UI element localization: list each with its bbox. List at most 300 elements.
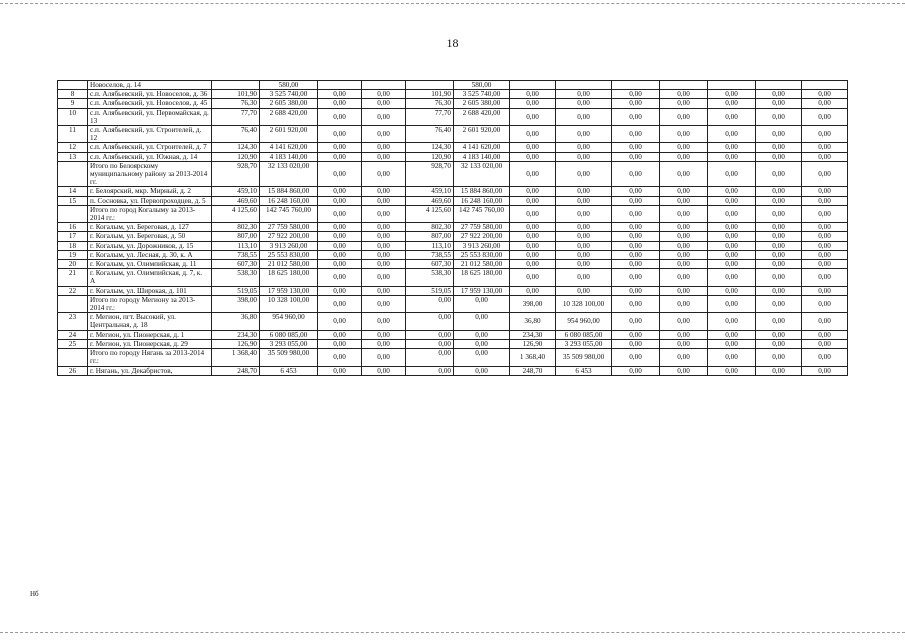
value-cell: 4 141 620,00: [454, 143, 510, 152]
table-row: [58, 232, 848, 241]
address-cell: г. Когалым, ул. Олимпийская, д. 7, к. А: [88, 269, 212, 286]
value-cell: 0,00: [556, 161, 612, 187]
value-cell: 0,00: [756, 108, 802, 125]
value-cell: 3 913 260,00: [454, 241, 510, 250]
value-cell: 0,00: [454, 339, 510, 348]
value-cell: 0,00: [362, 152, 406, 161]
cost-cell: 21 012 580,00: [260, 260, 318, 269]
value-cell: 0,00: [318, 349, 362, 366]
housing-table: [57, 80, 848, 376]
value-cell: 0,00: [660, 99, 708, 108]
row-number: 10: [58, 108, 88, 125]
area-cell: 76,30: [212, 99, 260, 108]
value-cell: 0,00: [802, 295, 848, 312]
area-cell: 126,90: [212, 339, 260, 348]
value-cell: 27 759 580,00: [454, 223, 510, 232]
row-number: 21: [58, 269, 88, 286]
value-cell: 0,00: [708, 126, 756, 143]
value-cell: 0,00: [708, 339, 756, 348]
row-number: 26: [58, 366, 88, 375]
value-cell: 0,00: [362, 99, 406, 108]
address-cell: Итого по городу Мегиону за 2013-2014 гг.:: [88, 295, 212, 312]
value-cell: [510, 81, 556, 90]
row-number: 14: [58, 187, 88, 196]
value-cell: 0,00: [362, 143, 406, 152]
cost-cell: 3 525 740,00: [260, 90, 318, 99]
area-cell: 538,30: [212, 269, 260, 286]
area-cell: 248,70: [212, 366, 260, 375]
value-cell: 0,00: [406, 349, 454, 366]
value-cell: 234,30: [510, 330, 556, 339]
value-cell: 0,00: [756, 313, 802, 330]
page-number: 18: [446, 36, 459, 50]
address-cell: г. Нягань, ул. Декабристов,: [88, 366, 212, 375]
table-row: [58, 223, 848, 232]
address-cell: Итого по городу Нягань за 2013-2014 гг.:: [88, 349, 212, 366]
value-cell: 0,00: [510, 90, 556, 99]
value-cell: 0,00: [612, 205, 660, 222]
value-cell: [362, 81, 406, 90]
value-cell: 0,00: [612, 143, 660, 152]
value-cell: 0,00: [556, 250, 612, 259]
value-cell: 0,00: [556, 241, 612, 250]
value-cell: 0,00: [756, 295, 802, 312]
value-cell: 4 125,60: [406, 205, 454, 222]
value-cell: 36,80: [510, 313, 556, 330]
value-cell: 0,00: [708, 286, 756, 295]
area-cell: 101,90: [212, 90, 260, 99]
value-cell: 0,00: [406, 313, 454, 330]
value-cell: 0,00: [510, 161, 556, 187]
value-cell: 0,00: [708, 161, 756, 187]
cost-cell: 6 453: [260, 366, 318, 375]
value-cell: 0,00: [708, 196, 756, 205]
value-cell: 0,00: [510, 126, 556, 143]
value-cell: 0,00: [556, 126, 612, 143]
row-number: [58, 161, 88, 187]
cost-cell: 3 293 055,00: [260, 339, 318, 348]
cost-cell: 16 248 160,00: [260, 196, 318, 205]
value-cell: 0,00: [660, 90, 708, 99]
value-cell: 0,00: [318, 90, 362, 99]
value-cell: 0,00: [510, 260, 556, 269]
value-cell: 0,00: [318, 161, 362, 187]
value-cell: 0,00: [362, 330, 406, 339]
table-row: [58, 250, 848, 259]
value-cell: 0,00: [362, 108, 406, 125]
cost-cell: 35 509 980,00: [260, 349, 318, 366]
value-cell: 0,00: [802, 187, 848, 196]
value-cell: 0,00: [802, 269, 848, 286]
area-cell: 77,70: [212, 108, 260, 125]
value-cell: 738,55: [406, 250, 454, 259]
value-cell: 0,00: [756, 161, 802, 187]
address-cell: п. Сосновка, ул. Первопроходцев, д. 5: [88, 196, 212, 205]
value-cell: 0,00: [318, 205, 362, 222]
value-cell: 0,00: [708, 152, 756, 161]
value-cell: 0,00: [510, 241, 556, 250]
area-cell: 607,30: [212, 260, 260, 269]
cost-cell: 2 601 920,00: [260, 126, 318, 143]
table-row: [58, 99, 848, 108]
value-cell: 0,00: [454, 330, 510, 339]
value-cell: 0,00: [660, 269, 708, 286]
value-cell: 0,00: [660, 295, 708, 312]
value-cell: 0,00: [556, 108, 612, 125]
area-cell: 76,40: [212, 126, 260, 143]
cost-cell: 10 328 100,00: [260, 295, 318, 312]
value-cell: 0,00: [708, 349, 756, 366]
value-cell: [318, 81, 362, 90]
value-cell: 25 553 830,00: [454, 250, 510, 259]
value-cell: [708, 81, 756, 90]
value-cell: 0,00: [756, 250, 802, 259]
value-cell: 0,00: [362, 223, 406, 232]
value-cell: 0,00: [802, 143, 848, 152]
value-cell: 954 960,00: [556, 313, 612, 330]
value-cell: 0,00: [318, 313, 362, 330]
address-cell: г. Когалым, ул. Береговая, д. 50: [88, 232, 212, 241]
value-cell: 0,00: [612, 295, 660, 312]
value-cell: 0,00: [612, 313, 660, 330]
area-cell: 4 125,60: [212, 205, 260, 222]
row-number: 11: [58, 126, 88, 143]
value-cell: [406, 81, 454, 90]
value-cell: 0,00: [362, 339, 406, 348]
value-cell: 0,00: [612, 152, 660, 161]
address-cell: с.п. Алябьевский, ул. Новоселов, д. 45: [88, 99, 212, 108]
value-cell: 0,00: [406, 295, 454, 312]
value-cell: [802, 81, 848, 90]
table-row: [58, 269, 848, 286]
value-cell: 0,00: [556, 260, 612, 269]
table-row: [58, 196, 848, 205]
value-cell: 0,00: [660, 187, 708, 196]
row-number: 23: [58, 313, 88, 330]
value-cell: 142 745 760,00: [454, 205, 510, 222]
value-cell: 76,40: [406, 126, 454, 143]
value-cell: 0,00: [708, 241, 756, 250]
value-cell: 0,00: [318, 143, 362, 152]
address-cell: с.п. Алябьевский, ул. Новоселов, д. 36: [88, 90, 212, 99]
value-cell: 0,00: [756, 187, 802, 196]
value-cell: 0,00: [756, 143, 802, 152]
value-cell: 0,00: [510, 232, 556, 241]
row-number: 22: [58, 286, 88, 295]
value-cell: 0,00: [556, 286, 612, 295]
value-cell: 0,00: [756, 241, 802, 250]
value-cell: 0,00: [660, 349, 708, 366]
address-cell: Итого по город Когалыму за 2013-2014 гг.:: [88, 205, 212, 222]
table-row: [58, 366, 848, 375]
value-cell: 0,00: [510, 250, 556, 259]
cost-cell: 3 913 260,00: [260, 241, 318, 250]
cost-cell: 15 884 860,00: [260, 187, 318, 196]
value-cell: 0,00: [454, 366, 510, 375]
area-cell: 738,55: [212, 250, 260, 259]
value-cell: 0,00: [454, 313, 510, 330]
value-cell: 0,00: [802, 349, 848, 366]
row-number: 9: [58, 99, 88, 108]
value-cell: 0,00: [708, 99, 756, 108]
address-cell: г. Когалым, ул. Широкая, д. 101: [88, 286, 212, 295]
value-cell: 0,00: [556, 232, 612, 241]
value-cell: 0,00: [454, 349, 510, 366]
value-cell: 519,05: [406, 286, 454, 295]
area-cell: 1 368,40: [212, 349, 260, 366]
value-cell: 0,00: [612, 269, 660, 286]
value-cell: 469,60: [406, 196, 454, 205]
value-cell: 0,00: [318, 295, 362, 312]
value-cell: 0,00: [756, 286, 802, 295]
address-cell: с.п. Алябьевский, ул. Южная, д. 14: [88, 152, 212, 161]
value-cell: 0,00: [318, 223, 362, 232]
value-cell: 10 328 100,00: [556, 295, 612, 312]
value-cell: 0,00: [556, 269, 612, 286]
value-cell: 0,00: [802, 152, 848, 161]
value-cell: 0,00: [756, 196, 802, 205]
value-cell: 0,00: [362, 366, 406, 375]
row-number: 15: [58, 196, 88, 205]
row-number: 16: [58, 223, 88, 232]
value-cell: 0,00: [510, 269, 556, 286]
value-cell: 0,00: [362, 126, 406, 143]
value-cell: 0,00: [612, 260, 660, 269]
value-cell: 0,00: [612, 366, 660, 375]
value-cell: 76,30: [406, 99, 454, 108]
table-row: [58, 241, 848, 250]
value-cell: 0,00: [756, 366, 802, 375]
value-cell: 0,00: [708, 143, 756, 152]
cost-cell: 2 605 380,00: [260, 99, 318, 108]
value-cell: 0,00: [708, 295, 756, 312]
cost-cell: 18 625 180,00: [260, 269, 318, 286]
value-cell: 0,00: [612, 349, 660, 366]
table-row: [58, 260, 848, 269]
area-cell: 802,30: [212, 223, 260, 232]
value-cell: 0,00: [802, 330, 848, 339]
value-cell: 0,00: [802, 161, 848, 187]
area-cell: 928,70: [212, 161, 260, 187]
value-cell: 0,00: [612, 99, 660, 108]
value-cell: 0,00: [756, 99, 802, 108]
table-row: [58, 126, 848, 143]
value-cell: 0,00: [556, 143, 612, 152]
value-cell: 0,00: [612, 250, 660, 259]
table-row: [58, 286, 848, 295]
row-number: 12: [58, 143, 88, 152]
value-cell: 6 453: [556, 366, 612, 375]
value-cell: 0,00: [802, 260, 848, 269]
value-cell: 0,00: [756, 269, 802, 286]
value-cell: 0,00: [802, 99, 848, 108]
value-cell: 21 012 580,00: [454, 260, 510, 269]
value-cell: [612, 81, 660, 90]
value-cell: 0,00: [660, 250, 708, 259]
value-cell: 0,00: [510, 205, 556, 222]
value-cell: 126,90: [510, 339, 556, 348]
area-cell: 807,00: [212, 232, 260, 241]
value-cell: 0,00: [510, 286, 556, 295]
value-cell: 0,00: [556, 99, 612, 108]
value-cell: 0,00: [612, 339, 660, 348]
address-cell: с.п. Алябьевский, ул. Первомайская, д. 13: [88, 108, 212, 125]
value-cell: 398,00: [510, 295, 556, 312]
value-cell: 2 601 920,00: [454, 126, 510, 143]
value-cell: 0,00: [510, 187, 556, 196]
value-cell: 0,00: [318, 260, 362, 269]
table-row: [58, 161, 848, 187]
value-cell: 0,00: [556, 90, 612, 99]
value-cell: 0,00: [510, 143, 556, 152]
value-cell: 0,00: [708, 232, 756, 241]
value-cell: 0,00: [802, 241, 848, 250]
value-cell: 0,00: [802, 313, 848, 330]
address-cell: Итого по Белоярскому муниципальному району за 2013-2014 гг.: [88, 161, 212, 187]
row-number: [58, 81, 88, 90]
row-number: 8: [58, 90, 88, 99]
value-cell: 0,00: [362, 90, 406, 99]
value-cell: 0,00: [362, 161, 406, 187]
value-cell: 0,00: [802, 286, 848, 295]
value-cell: 0,00: [756, 339, 802, 348]
value-cell: 0,00: [612, 196, 660, 205]
value-cell: 0,00: [660, 260, 708, 269]
scan-edge-bottom: [0, 632, 905, 633]
value-cell: 0,00: [708, 187, 756, 196]
table-row: [58, 81, 848, 90]
value-cell: 0,00: [708, 250, 756, 259]
value-cell: 0,00: [756, 349, 802, 366]
table-row: [58, 108, 848, 125]
value-cell: 0,00: [362, 260, 406, 269]
value-cell: 0,00: [362, 232, 406, 241]
value-cell: 2 688 420,00: [454, 108, 510, 125]
value-cell: 0,00: [362, 313, 406, 330]
value-cell: 0,00: [510, 99, 556, 108]
area-cell: 519,05: [212, 286, 260, 295]
value-cell: 0,00: [362, 187, 406, 196]
value-cell: 0,00: [708, 260, 756, 269]
row-number: [58, 349, 88, 366]
address-cell: г. Белоярский, мкр. Мирный, д. 2: [88, 187, 212, 196]
value-cell: 0,00: [756, 126, 802, 143]
value-cell: 0,00: [612, 286, 660, 295]
cost-cell: 27 922 200,00: [260, 232, 318, 241]
cost-cell: 4 183 140,00: [260, 152, 318, 161]
value-cell: 538,30: [406, 269, 454, 286]
value-cell: 4 183 140,00: [454, 152, 510, 161]
table-row: [58, 313, 848, 330]
address-cell: г. Когалым, ул. Береговая, д. 127: [88, 223, 212, 232]
value-cell: 0,00: [756, 223, 802, 232]
value-cell: 0,00: [318, 339, 362, 348]
value-cell: 0,00: [802, 108, 848, 125]
value-cell: 0,00: [802, 223, 848, 232]
value-cell: 0,00: [802, 196, 848, 205]
table-row: [58, 152, 848, 161]
table-row: [58, 295, 848, 312]
value-cell: 0,00: [756, 90, 802, 99]
value-cell: 0,00: [362, 205, 406, 222]
value-cell: 3 525 740,00: [454, 90, 510, 99]
address-cell: с.п. Алябьевский, ул. Строителей, д. 12: [88, 126, 212, 143]
value-cell: 0,00: [708, 205, 756, 222]
cost-cell: 954 960,00: [260, 313, 318, 330]
value-cell: 0,00: [406, 339, 454, 348]
row-number: [58, 295, 88, 312]
value-cell: 0,00: [612, 126, 660, 143]
value-cell: 0,00: [708, 313, 756, 330]
row-number: 17: [58, 232, 88, 241]
area-cell: 113,10: [212, 241, 260, 250]
area-cell: 234,30: [212, 330, 260, 339]
value-cell: 0,00: [756, 232, 802, 241]
value-cell: 0,00: [362, 241, 406, 250]
cost-cell: 142 745 760,00: [260, 205, 318, 222]
value-cell: 0,00: [556, 196, 612, 205]
value-cell: 802,30: [406, 223, 454, 232]
value-cell: 248,70: [510, 366, 556, 375]
value-cell: 0,00: [660, 330, 708, 339]
value-cell: 0,00: [660, 161, 708, 187]
value-cell: 101,90: [406, 90, 454, 99]
value-cell: 0,00: [362, 250, 406, 259]
value-cell: 580,00: [454, 81, 510, 90]
value-cell: 0,00: [708, 366, 756, 375]
row-number: [58, 205, 88, 222]
value-cell: 0,00: [756, 205, 802, 222]
value-cell: 0,00: [660, 223, 708, 232]
value-cell: 0,00: [708, 330, 756, 339]
value-cell: 0,00: [318, 126, 362, 143]
cost-cell: 6 080 085,00: [260, 330, 318, 339]
address-cell: г. Когалым, ул. Олимпийская, д. 11: [88, 260, 212, 269]
value-cell: 0,00: [612, 187, 660, 196]
value-cell: 807,00: [406, 232, 454, 241]
area-cell: 459,10: [212, 187, 260, 196]
value-cell: 0,00: [318, 232, 362, 241]
value-cell: 0,00: [660, 196, 708, 205]
area-cell: [212, 81, 260, 90]
value-cell: 124,30: [406, 143, 454, 152]
value-cell: 0,00: [510, 223, 556, 232]
row-number: 20: [58, 260, 88, 269]
cost-cell: 4 141 620,00: [260, 143, 318, 152]
cost-cell: 32 133 020,00: [260, 161, 318, 187]
value-cell: 0,00: [612, 330, 660, 339]
address-cell: г. Мегион, ул. Пионерская, д. 1: [88, 330, 212, 339]
value-cell: 120,90: [406, 152, 454, 161]
value-cell: 0,00: [510, 196, 556, 205]
table-row: [58, 349, 848, 366]
value-cell: 15 884 860,00: [454, 187, 510, 196]
row-number: 25: [58, 339, 88, 348]
row-number: 24: [58, 330, 88, 339]
cost-cell: 2 688 420,00: [260, 108, 318, 125]
area-cell: 124,30: [212, 143, 260, 152]
value-cell: 0,00: [756, 260, 802, 269]
value-cell: 459,10: [406, 187, 454, 196]
value-cell: 0,00: [660, 313, 708, 330]
value-cell: 77,70: [406, 108, 454, 125]
value-cell: [556, 81, 612, 90]
value-cell: 0,00: [802, 366, 848, 375]
value-cell: 0,00: [318, 99, 362, 108]
value-cell: 0,00: [660, 241, 708, 250]
value-cell: 928,70: [406, 161, 454, 187]
value-cell: 32 133 020,00: [454, 161, 510, 187]
